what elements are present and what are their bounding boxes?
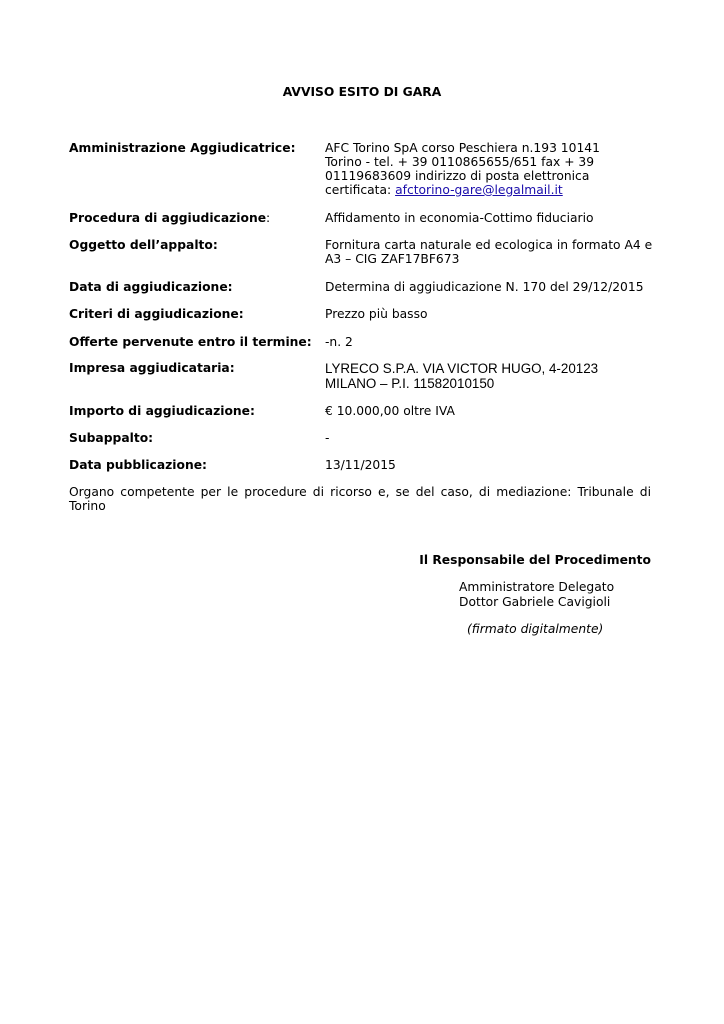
value-line: Torino - tel. + 39 0110865655/651 fax + 39 — [325, 155, 595, 169]
field-value: -n. 2 — [325, 335, 353, 349]
field-label: Importo di aggiudicazione: — [69, 404, 255, 418]
value-line: LYRECO S.P.A. VIA VICTOR HUGO, 4-20123 — [325, 361, 599, 376]
value-line: AFC Torino SpA corso Peschiera n.193 10141 — [325, 141, 600, 155]
field-value: Prezzo più basso — [325, 307, 428, 321]
field-label: Subappalto: — [69, 431, 154, 445]
field-value — [325, 361, 655, 391]
value-prefix: certificata: — [325, 183, 396, 197]
value-line: A3 – CIG ZAF17BF673 — [325, 252, 460, 266]
value-line: MILANO – P.I. 11582010150 — [325, 376, 495, 391]
field-label: Oggetto dell’appalto: — [69, 238, 218, 252]
signature-name-text: Dottor Gabriele Cavigioli — [459, 595, 611, 609]
field-label: Criteri di aggiudicazione: — [69, 307, 244, 321]
ricorso-paragraph: Organo competente per le procedure di ricorso e, se del caso, di mediazione: Tribunale di Torino — [69, 485, 651, 513]
field-value: 13/11/2015 — [325, 458, 396, 472]
field-label: Amministrazione Aggiudicatrice: — [69, 141, 296, 155]
field-value: € 10.000,00 oltre IVA — [325, 404, 455, 418]
signature-role-text: Amministratore Delegato — [459, 580, 615, 594]
value-line: 01119683609 indirizzo di posta elettronica — [325, 169, 590, 183]
field-value — [325, 238, 655, 266]
signature-note-text: (firmato digitalmente) — [467, 622, 604, 636]
field-label: Offerte pervenute entro il termine: — [69, 335, 312, 349]
field-value — [325, 141, 655, 197]
email-link[interactable]: afctorino-gare@legalmail.it — [395, 183, 563, 197]
field-value: - — [325, 431, 330, 445]
field-label: Data pubblicazione: — [69, 458, 207, 472]
page-title: AVVISO ESITO DI GARA — [282, 85, 442, 99]
field-label: Data di aggiudicazione: — [69, 280, 233, 294]
field-value: Determina di aggiudicazione N. 170 del 29/12/2015 — [325, 280, 644, 294]
field-label — [69, 211, 324, 225]
field-label-text: Procedura di aggiudicazione — [69, 211, 267, 225]
value-line — [325, 183, 655, 197]
field-label-colon: : — [266, 211, 271, 225]
field-label: Impresa aggiudicataria: — [69, 361, 235, 375]
field-value: Affidamento in economia-Cottimo fiduciario — [325, 211, 594, 225]
signature-title: Il Responsabile del Procedimento — [419, 553, 651, 567]
value-line: Fornitura carta naturale ed ecologica in formato A4 e — [325, 238, 653, 252]
